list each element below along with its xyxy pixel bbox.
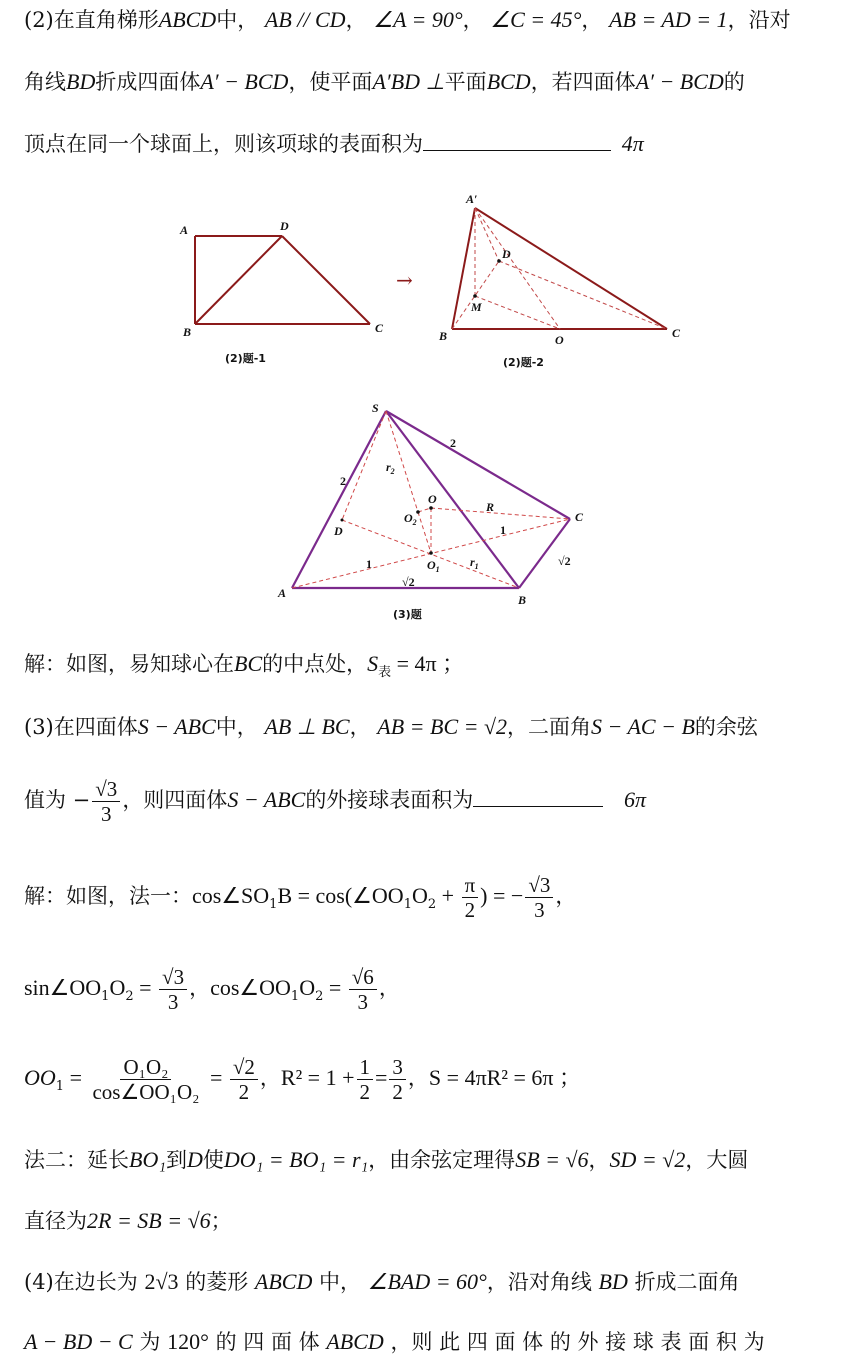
math: = 4π ； <box>391 651 465 676</box>
denominator: 2 <box>238 1080 250 1104</box>
text: ， <box>349 715 371 739</box>
label-r2: $r_2$ <box>386 460 395 476</box>
text: ，大圆 <box>685 1148 749 1172</box>
text: 角线 <box>24 70 66 94</box>
text: 折成二面角 <box>634 1270 740 1294</box>
fraction <box>389 1055 406 1104</box>
numerator: O₁O₂ <box>120 1055 171 1080</box>
numerator: 1 <box>357 1055 374 1080</box>
math: ) = − <box>480 883 524 908</box>
answer-blank[interactable] <box>423 148 611 151</box>
label-O: O <box>428 492 437 506</box>
label-r1: $r_1$ <box>470 555 479 571</box>
label-B: B <box>439 329 448 343</box>
label-C: C <box>375 321 384 335</box>
text: 值为 − <box>24 788 91 812</box>
text: ，沿对 <box>727 8 791 32</box>
edge-SA: 2 <box>340 474 346 488</box>
math: AB // CD <box>264 7 346 32</box>
label-B: B <box>518 593 527 607</box>
arrow-icon: → <box>396 268 413 292</box>
text: 的外接球表面积为 <box>305 788 474 812</box>
math: A′ − BCD <box>200 69 289 94</box>
text: ，沿对角线 <box>486 1270 592 1294</box>
text: ， <box>588 1148 610 1172</box>
math: sin∠OO <box>24 975 102 1000</box>
caption-2-1: (2)题-1 <box>225 352 266 365</box>
math: S − AC − B <box>591 714 695 739</box>
label-O: O <box>555 333 564 347</box>
text: ，则四面体 <box>122 788 228 812</box>
text: ， <box>378 976 400 1000</box>
label-O1: $O_1$ <box>427 558 440 574</box>
text: (4)在边长为 <box>24 1270 138 1294</box>
math: AB = AD = 1 <box>609 7 728 32</box>
fraction <box>89 1055 202 1104</box>
fraction <box>525 873 553 922</box>
text: 中， <box>215 715 258 739</box>
text: ， <box>407 1066 429 1090</box>
numerator: √3 <box>92 777 120 802</box>
numerator: √2 <box>230 1055 258 1080</box>
solution2-line <box>24 650 464 687</box>
text: 法二：延长 <box>24 1148 129 1172</box>
math: BO₁ <box>129 1147 166 1172</box>
problem4-line2 <box>24 1328 765 1356</box>
math: cos∠OO <box>210 975 291 1000</box>
solution3-method2-line1 <box>24 1146 748 1174</box>
text: ，则 此 四 面 体 的 外 接 球 表 面 积 为 <box>390 1330 765 1354</box>
answer: 6π <box>624 787 647 812</box>
label-A-prime: A′ <box>466 192 478 206</box>
solution3-method1-line3: $OO_1$ = $\frac{\text{O₁O₂}}{\text{cos∠OO₁O₂}}$ = $\frac{√2}{2}$ ，R² = 1 + $\frac{1}{2}$ = $\frac{3}{2}$ ，S = 4πR² = 6π ； <box>24 1055 581 1104</box>
edge-O1C: 1 <box>500 523 506 537</box>
fraction <box>159 965 187 1014</box>
text: (3)在四面体 <box>24 715 138 739</box>
problem3-line2 <box>24 770 646 830</box>
label-D: D <box>502 247 511 261</box>
label-M: M <box>471 300 482 314</box>
denominator: 2 <box>359 1080 370 1104</box>
caption-3: (3)题 <box>393 608 422 621</box>
math: ∠BAD = 60° <box>367 1269 487 1294</box>
math: = <box>375 1065 388 1090</box>
fraction <box>230 1055 258 1104</box>
solution3-method1-line1: 解：如图，法一：$\cos\angle SO_1B$ = $\cos(\angle OO_1O_2$ + $\frac{\pi}{2}$ ) = − $\frac{√3}{3}$ ， <box>24 873 577 922</box>
numerator: π <box>462 873 479 898</box>
text: 使 <box>202 1148 224 1172</box>
text: 为 <box>139 1330 161 1354</box>
math: AB = BC = √2 <box>377 714 508 739</box>
denominator: 2 <box>392 1080 403 1104</box>
math: A − BD − C <box>24 1329 133 1354</box>
text: 解：如图，易知球心在 <box>24 652 234 676</box>
text: ， <box>462 8 484 32</box>
text: ，若四面体 <box>530 70 636 94</box>
math: OO <box>24 1065 56 1090</box>
math: ABCD <box>158 7 217 32</box>
math: BC <box>234 651 263 676</box>
numerator: √3 <box>159 965 187 990</box>
text: 中， <box>319 1270 362 1294</box>
math: 120° <box>167 1329 209 1354</box>
math: A′BD ⊥ <box>372 69 445 94</box>
label-D: D <box>280 219 289 233</box>
math: ABCD <box>254 1269 313 1294</box>
label-O2: $O_2$ <box>404 511 417 527</box>
label-D: D <box>334 524 343 538</box>
math: AB ⊥ BC <box>264 714 350 739</box>
figure-2-2 <box>430 190 690 375</box>
denominator: cos∠OO₁O₂ <box>92 1080 200 1104</box>
fraction <box>462 873 479 922</box>
math: + <box>436 883 460 908</box>
edge-AO1: 1 <box>366 557 372 571</box>
text: 的余弦 <box>694 715 758 739</box>
math: R² = 1 + <box>280 1065 355 1090</box>
text: ，由余弦定理得 <box>368 1148 516 1172</box>
edge-AB: √2 <box>402 575 415 589</box>
denominator: 3 <box>357 990 369 1014</box>
math: 2√3 <box>144 1269 179 1294</box>
denominator: 3 <box>534 898 545 922</box>
math: B = cos(∠OO <box>277 883 404 908</box>
numerator: √6 <box>349 965 377 990</box>
label-C: C <box>575 510 584 524</box>
fraction <box>357 1055 374 1104</box>
numerator: √3 <box>525 873 553 898</box>
math: S <box>367 651 379 676</box>
solution3-method1-line2: $\sin\angle OO_1O_2$ = $\frac{√3}{3}$ ，$\cos\angle OO_1O_2$ = $\frac{√6}{3}$ ， <box>24 965 400 1014</box>
text: 直径为 <box>24 1209 87 1233</box>
numerator: 3 <box>389 1055 406 1080</box>
text: 的 <box>723 70 745 94</box>
text: 的中点处， <box>262 652 368 676</box>
caption-2-2: (2)题-2 <box>503 356 544 369</box>
math: ∠A = 90° <box>373 7 463 32</box>
math: S = 4πR² = 6π ； <box>428 1065 581 1090</box>
text: ， <box>555 884 577 908</box>
math: D <box>186 1147 203 1172</box>
label-A: A <box>278 586 287 600</box>
text: 的菱形 <box>185 1270 249 1294</box>
problem2-line1 <box>24 6 791 34</box>
text: 解：如图，法一： <box>24 884 192 908</box>
denominator: 3 <box>101 802 112 826</box>
text: 折成四面体 <box>95 70 201 94</box>
label-A: A <box>180 223 189 237</box>
math: cos∠SO <box>192 883 270 908</box>
math: S − ABC <box>227 787 306 812</box>
solution3-method2-line2 <box>24 1207 232 1235</box>
problem2-line3 <box>24 130 644 158</box>
label-C: C <box>672 326 681 340</box>
problem3-line1 <box>24 713 758 741</box>
text: ， <box>259 1066 281 1090</box>
figure-2-1 <box>170 210 410 370</box>
math: S − ABC <box>137 714 216 739</box>
text: ，使平面 <box>288 70 373 94</box>
edge-BC: √2 <box>558 554 571 568</box>
text: 平面 <box>444 70 487 94</box>
math: A′ − BCD <box>635 69 724 94</box>
math: SB = √6 <box>515 1147 589 1172</box>
problem2-line2 <box>24 68 745 96</box>
math: ∠C = 45° <box>490 7 582 32</box>
label-B: B <box>183 325 192 339</box>
math: SD = √2 <box>609 1147 686 1172</box>
denominator: 3 <box>167 990 179 1014</box>
denominator: 2 <box>464 898 476 922</box>
fraction <box>349 965 377 1014</box>
text: ； <box>210 1209 232 1233</box>
text: 顶点在同一个球面上，则该项球的表面积为 <box>24 132 423 156</box>
math: BD <box>66 69 96 94</box>
subscript: 表 <box>378 665 392 680</box>
edge-SC: 2 <box>450 436 456 450</box>
math: ABCD <box>326 1329 384 1354</box>
fraction <box>92 777 120 826</box>
text: ， <box>581 8 603 32</box>
text: 到 <box>165 1148 187 1172</box>
math: 2R = SB = √6 <box>87 1208 211 1233</box>
text: ， <box>345 8 367 32</box>
math: BCD <box>486 69 531 94</box>
text: 中， <box>216 8 259 32</box>
label-R: R <box>486 500 495 514</box>
figure-3 <box>270 395 600 630</box>
text: 的 四 面 体 <box>215 1330 320 1354</box>
math: BD <box>598 1269 628 1294</box>
text: (2)在直角梯形 <box>24 8 159 32</box>
math: DO₁ = BO₁ = r₁ <box>223 1147 369 1172</box>
math: O <box>411 883 428 908</box>
problem4-line1 <box>24 1268 740 1296</box>
text: ，二面角 <box>507 715 592 739</box>
answer-blank[interactable] <box>473 804 603 807</box>
label-S: S <box>372 401 379 415</box>
answer: 4π <box>621 131 644 156</box>
text: ， <box>189 976 211 1000</box>
